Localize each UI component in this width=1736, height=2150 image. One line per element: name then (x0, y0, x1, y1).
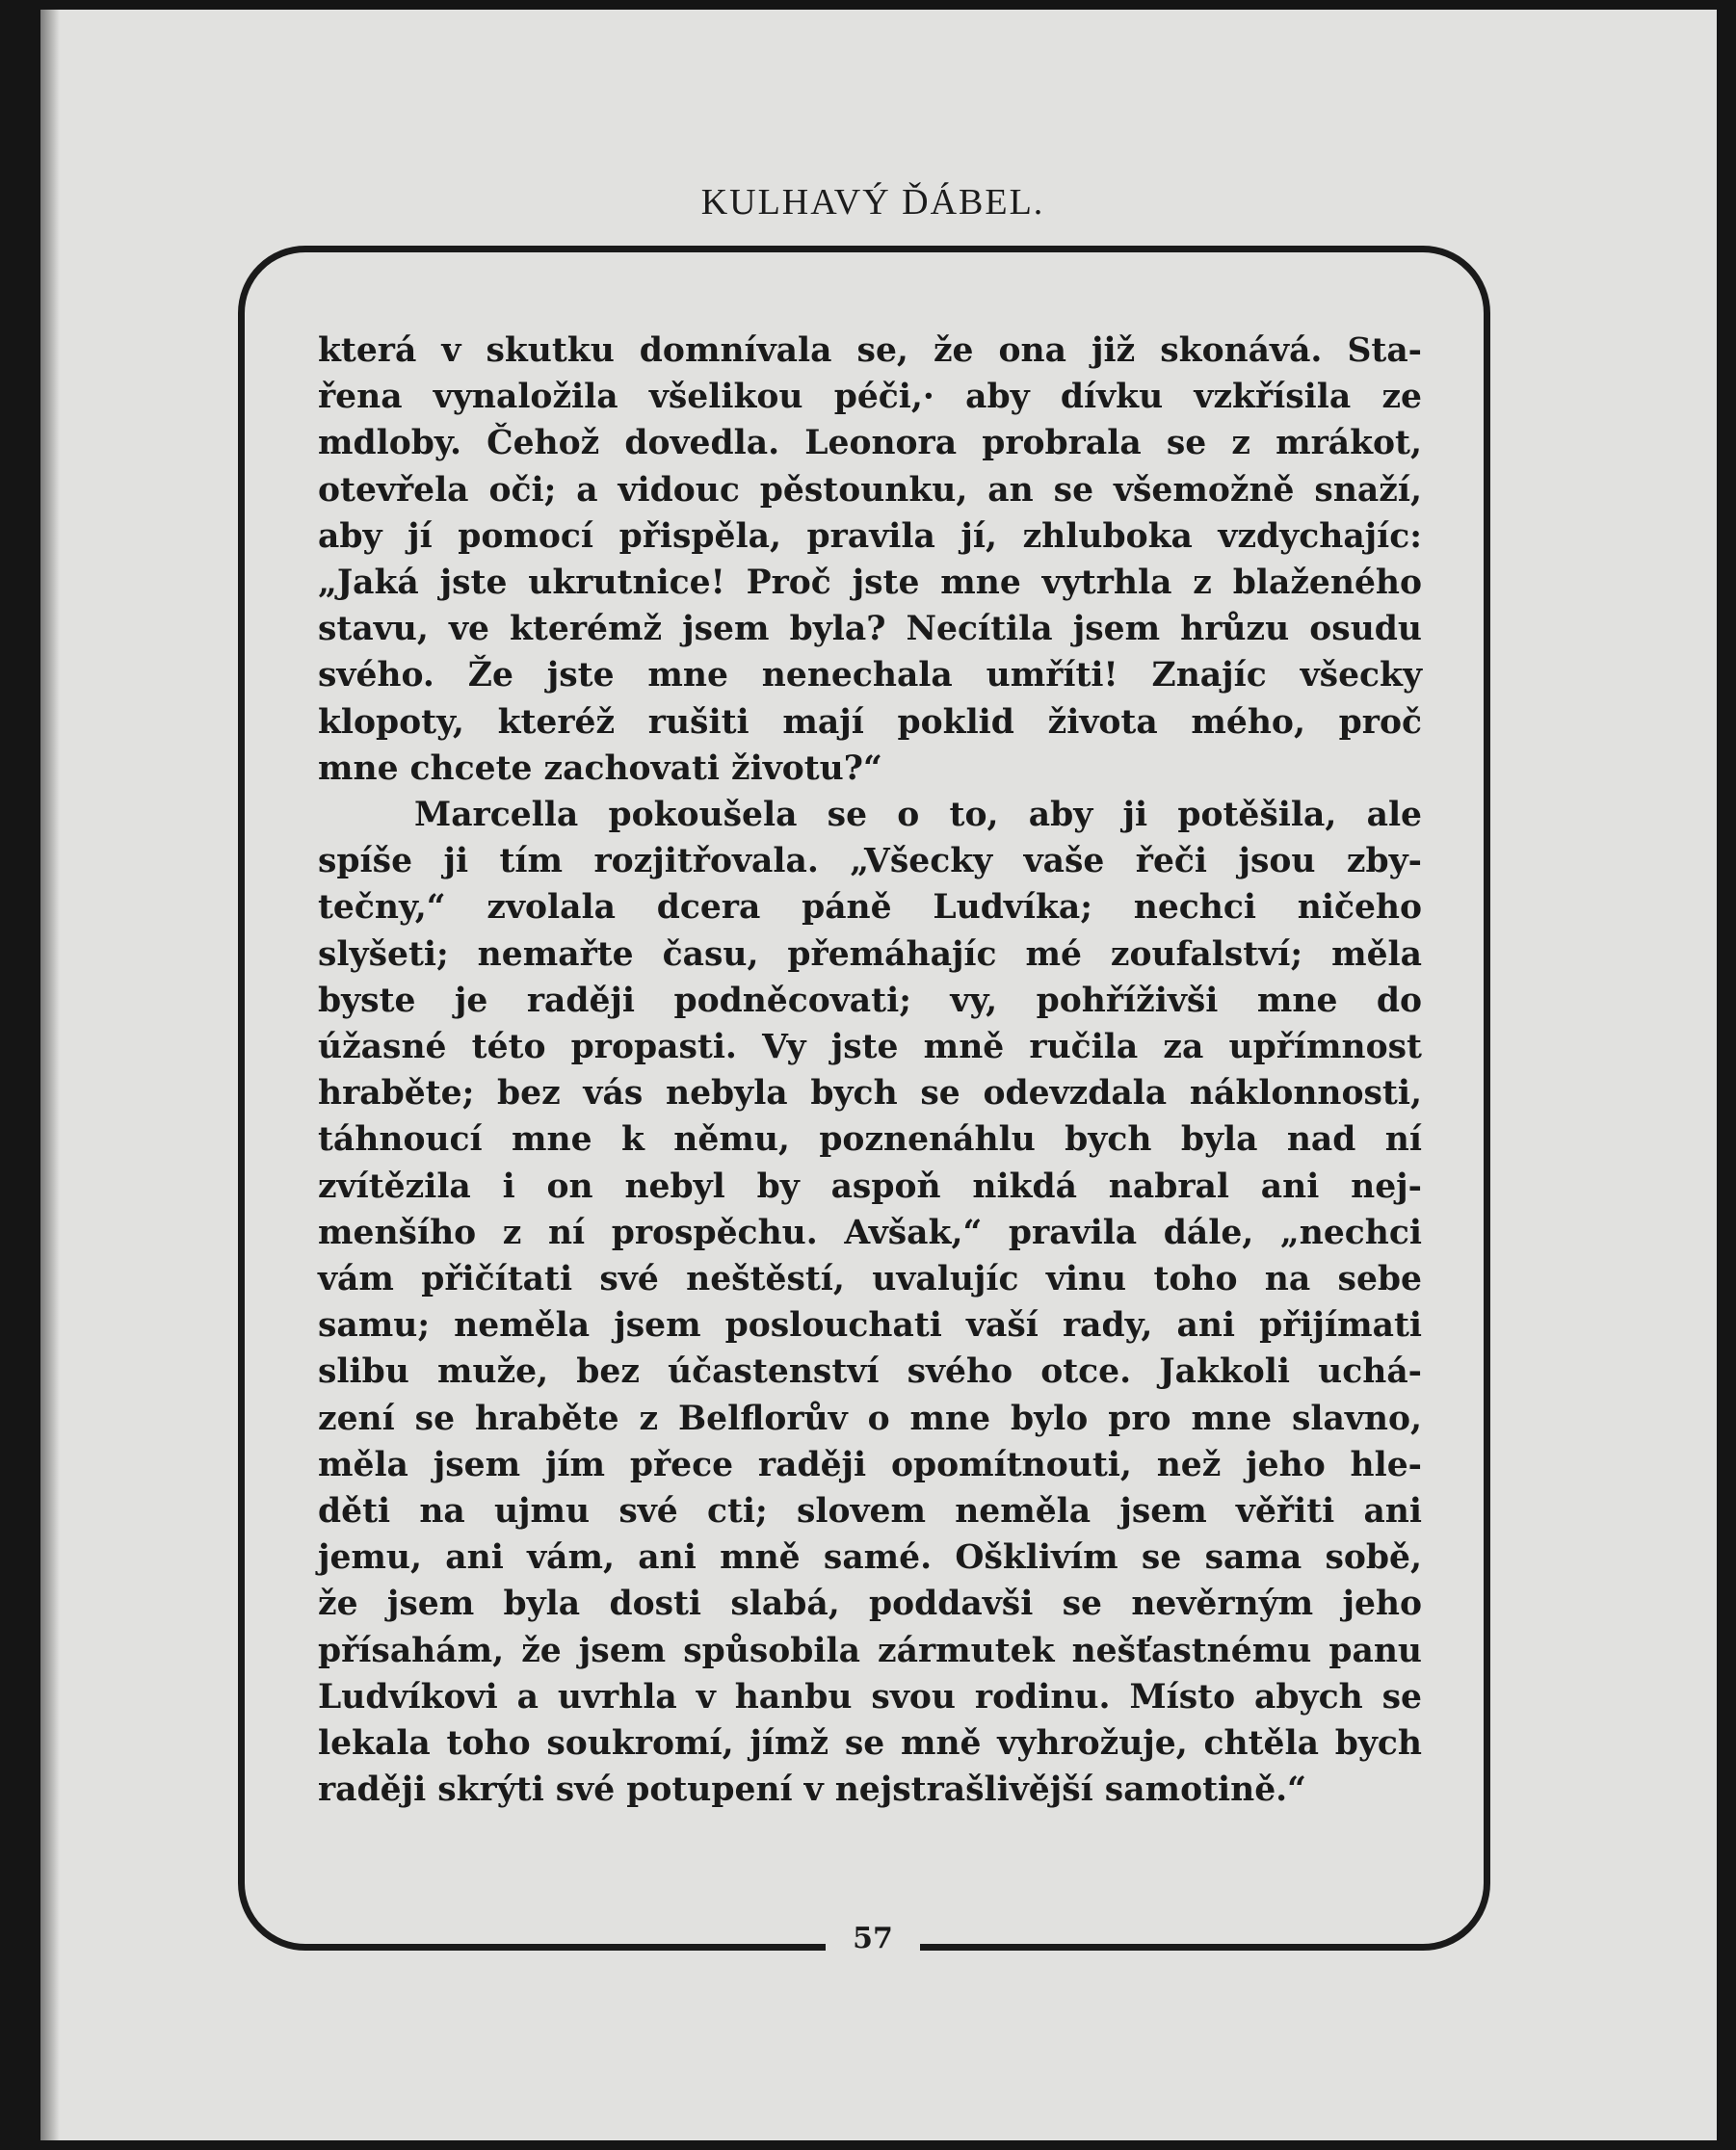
text-line: vám přičítati své neštěstí, uvalujíc vinu toho na sebe (318, 1260, 1422, 1299)
text-line: slyšeti; nemařte času, přemáhajíc mé zoufalství; měla (318, 934, 1422, 974)
text-line: přísahám, že jsem spůsobila zármutek nešťastnému panu (318, 1631, 1422, 1670)
text-line: samu; neměla jsem poslouchati vaší rady, ani přijímati (318, 1306, 1422, 1346)
text-line: která v skutku domnívala se, že ona již skonává. Sta- (318, 331, 1422, 370)
text-line: hraběte; bez vás nebyla bych se odevzdala náklonnosti, (318, 1074, 1422, 1114)
text-line: zení se hraběte z Belflorův o mne bylo pro mne slavno, (318, 1399, 1422, 1438)
text-line: klopoty, kteréž rušiti mají poklid života mého, proč (318, 702, 1422, 742)
text-line: Ludvíkovi a uvrhla v hanbu svou rodinu. Místo abych se (318, 1677, 1422, 1717)
text-line: menšího z ní prospěchu. Avšak,“ pravila dále, „nechci (318, 1213, 1422, 1252)
text-line: slibu muže, bez účastenství svého otce. Jakkoli uchá- (318, 1352, 1422, 1392)
text-line: úžasné této propasti. Vy jste mně ručila za upřímnost (318, 1028, 1422, 1067)
text-line: měla jsem jím přece raději opomítnouti, než jeho hle- (318, 1445, 1422, 1484)
running-head: KULHAVÝ ĎÁBEL. (700, 182, 1045, 223)
text-line: že jsem byla dosti slabá, poddavši se nevěrným jeho (318, 1585, 1422, 1624)
text-line: aby jí pomocí přispěla, pravila jí, zhluboka vzdychajíc: (318, 516, 1422, 556)
book-page (40, 10, 1717, 2140)
text-line: raději skrýti své potupení v nejstrašlivější samotině.“ (318, 1770, 1307, 1810)
page-number-area (40, 1922, 1705, 1955)
text-line: Marcella pokoušela se o to, aby ji potěšila, ale (414, 796, 1422, 835)
text-line: stavu, ve kterémž jsem byla? Necítila jsem hrůzu osudu (318, 610, 1422, 649)
text-line: byste je raději podněcovati; vy, pohříživši mne do (318, 981, 1422, 1020)
text-line: mne chcete zachovati životu?“ (318, 748, 882, 788)
text-line: lekala toho soukromí, jímž se mně vyhrožuje, chtěla bych (318, 1724, 1422, 1764)
text-line: táhnoucí mne k němu, poznenáhlu bych byla nad ní (318, 1120, 1422, 1160)
text-line: otevřela oči; a vidouc pěstounku, an se všemožně snaží, (318, 470, 1422, 510)
text-line: zvítězila i on nebyl by aspoň nikdá nabral ani nej- (318, 1167, 1422, 1206)
text-line: mdloby. Čehož dovedla. Leonora probrala se z mrákot, (318, 424, 1422, 463)
text-line: spíše ji tím rozjitřovala. „Všecky vaše řeči jsou zby- (318, 842, 1422, 881)
text-line: „Jaká jste ukrutnice! Proč jste mne vytrhla z blaženého (318, 564, 1422, 603)
gutter-shadow (40, 10, 60, 2140)
body-text (318, 328, 1422, 1814)
text-line: tečny,“ zvolala dcera páně Ludvíka; nechci ničeho (318, 888, 1422, 928)
text-line: řena vynaložila všelikou péči,· aby dívku vzkřísila ze (318, 378, 1422, 417)
text-line: jemu, ani vám, ani mně samé. Ošklivím se sama sobě, (318, 1538, 1422, 1578)
text-line: děti na ujmu své cti; slovem neměla jsem věřiti ani (318, 1492, 1422, 1532)
page-number: 57 (826, 1922, 920, 1955)
text-line: svého. Že jste mne nenechala umříti! Znajíc všecky (318, 656, 1422, 695)
